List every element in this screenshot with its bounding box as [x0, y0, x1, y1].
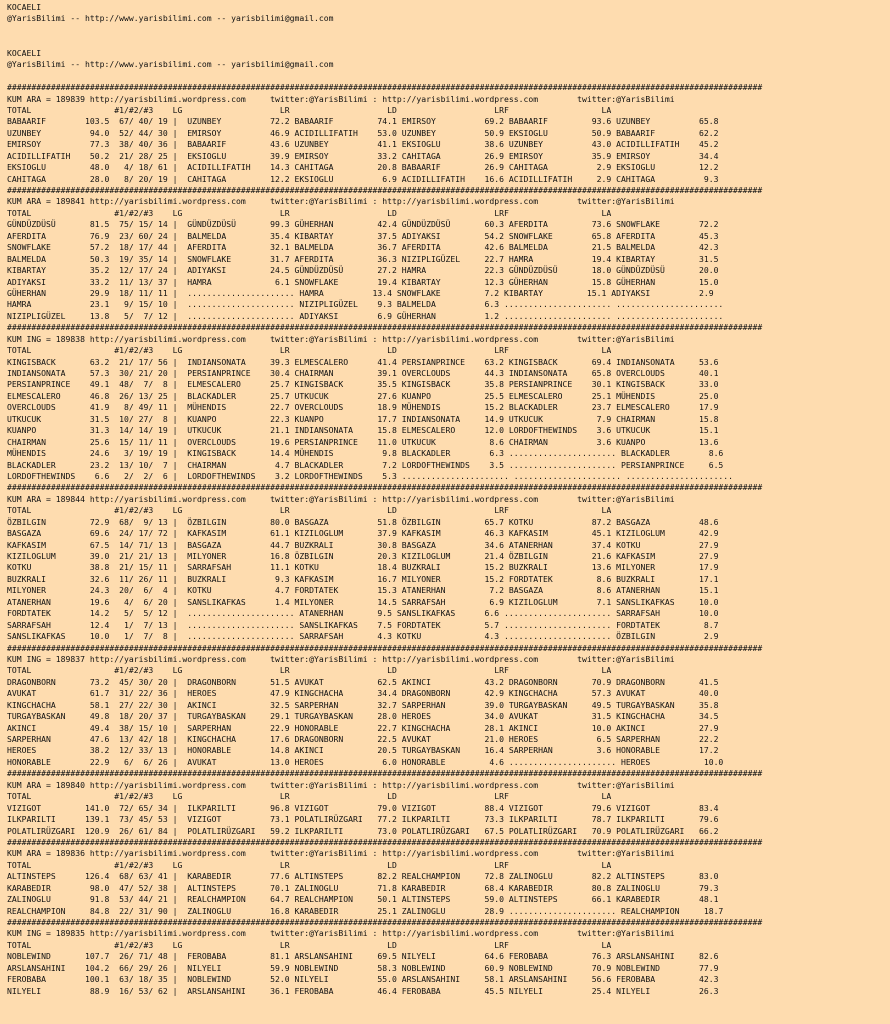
- text-line: KUANPO 31.3 14/ 14/ 19 | UTKUCUK 21.1 INDIANSONATA 15.8 ELMESCALERO 12.0 LORDOFTHEWINDS 3.6 UTKUCUK 15.1: [7, 425, 719, 436]
- text-line: INDIANSONATA 57.3 30/ 21/ 20 | PERSIANPRINCE 30.4 CHAIRMAN 39.1 OVERCLOUDS 44.3 INDIANSONATA 65.8 OVERCLOUDS 40.1: [7, 368, 719, 378]
- text-line: ###########################################################################################################################################################: [7, 82, 763, 93]
- text-line: BASGAZA 69.6 24/ 17/ 72 | KAFKASIM 61.1 KIZILOGLUM 37.9 KAFKASIM 46.3 KAFKASIM 45.1 KIZILOGLUM 42.9: [7, 528, 719, 539]
- text-line: KUM ARA = 189836 http://yarisbilimi.wordpress.com twitter:@YarisBilimi : http://yarisbilimi.wordpress.com twitter:@YarisBilimi: [7, 848, 675, 859]
- text-line: BABAARIF 103.5 67/ 40/ 19 | UZUNBEY 72.2 BABAARIF 74.1 EMIRSOY 69.2 BABAARIF 93.6 UZUNBEY 65.8: [7, 116, 719, 127]
- text-line: OVERCLOUDS 41.9 8/ 49/ 11 | MÜHENDIS 22.7 OVERCLOUDS 18.9 MÜHENDIS 15.2 BLACKADLER 23.7 ELMESCALERO 17.9: [7, 402, 719, 413]
- text-line: @YarisBilimi -- http://www.yarisbilimi.com -- yarisbilimi@gmail.com: [7, 59, 334, 70]
- text-line: SANSLIKAFKAS 10.0 1/ 7/ 8 | ...................... SARRAFSAH 4.3 KOTKU 4.3 ...................... ÖZBILGIN 2.9: [7, 631, 719, 642]
- text-line: KUM ING = 189838 http://yarisbilimi.wordpress.com twitter:@YarisBilimi : http://yarisbilimi.wordpress.com twitter:@YarisBilimi: [7, 333, 675, 344]
- text-line: REALCHAMPION 84.8 22/ 31/ 90 | ZALINOGLU 16.8 KARABEDIR 25.1 ZALINOGLU 28.9 ...................... REALCHAMPION 18.7: [7, 905, 724, 916]
- text-line: VIZIGOT 141.0 72/ 65/ 34 | ILKPARILTI 96.8 VIZIGOT 79.0 VIZIGOT 88.4 VIZIGOT 79.6 VIZIGOT 83.4: [7, 802, 719, 813]
- text-line: EKSIOGLU 48.0 4/ 18/ 61 | ACIDILLIFATIH 14.3 CAHITAGA 20.8 BABAARIF 26.9 CAHITAGA 2.9 EKSIOGLU 12.2: [7, 162, 719, 173]
- text-line: BALMELDA 50.3 19/ 35/ 14 | SNOWFLAKE 31.7 AFERDITA 36.3 NIZIPLIGÜZEL 22.7 HAMRA 19.4 KIBARTAY 31.5: [7, 253, 719, 264]
- text-line: TOTAL #1/#2/#3 LG LR LD LRF LA: [7, 505, 612, 516]
- text-line: KOCAELI: [7, 2, 42, 12]
- text-line: UTKUCUK 31.5 10/ 27/ 8 | KUANPO 22.3 KUANPO 17.7 INDIANSONATA 14.9 UTKUCUK 7.9 CHAIRMAN 15.8: [7, 413, 719, 424]
- text-line: ARSLANSAHINI 104.2 66/ 29/ 26 | NILYELI 59.9 NOBLEWIND 58.3 NOBLEWIND 60.9 NOBLEWIND 70.9 NOBLEWIND 77.9: [7, 962, 719, 973]
- text-line: FORDTATEK 14.2 5/ 5/ 12 | ...................... ATANERHAN 9.5 SANSLIKAFKAS 6.6 ...................... SARRAFSAH 10.0: [7, 608, 719, 619]
- text-line: KAFKASIM 67.5 14/ 71/ 13 | BASGAZA 44.7 BUZKRALI 30.8 BASGAZA 34.6 ATANERHAN 37.4 KOTKU 27.9: [7, 539, 719, 550]
- text-line: EMIRSOY 77.3 38/ 40/ 36 | BABAARIF 43.6 UZUNBEY 41.1 EKSIOGLU 38.6 UZUNBEY 43.0 ACIDILLIFATIH 45.2: [7, 139, 719, 150]
- text-line: KIBARTAY 35.2 12/ 17/ 24 | ADIYAKSI 24.5 GÜNDÜZDÜSÜ 27.2 HAMRA 22.3 GÜNDÜZDÜSÜ 18.0 GÜNDÜZDÜSÜ 20.0: [7, 265, 719, 276]
- text-line: HEROES 38.2 12/ 33/ 13 | HONORABLE 14.8 AKINCI 20.5 TURGAYBASKAN 16.4 SARPERHAN 3.6 HONORABLE 17.2: [7, 745, 719, 756]
- text-line: BUZKRALI 32.6 11/ 26/ 11 | BUZKRALI 9.3 KAFKASIM 16.7 MILYONER 15.2 FORDTATEK 8.6 BUZKRALI 17.1: [7, 573, 719, 584]
- text-line: @YarisBilimi -- http://www.yarisbilimi.com -- yarisbilimi@gmail.com: [7, 13, 334, 24]
- text-line: HAMRA 23.1 9/ 15/ 10 | ...................... NIZIPLIGÜZEL 9.3 BALMELDA 6.3 ...................... ......................: [7, 299, 724, 310]
- text-line: KIZILOGLUM 39.0 21/ 21/ 13 | MILYONER 16.8 ÖZBILGIN 20.3 KIZILOGLUM 21.4 ÖZBILGIN 21.6 KAFKASIM 27.9: [7, 551, 719, 561]
- text-line: AKINCI 49.4 38/ 15/ 10 | SARPERHAN 22.9 HONORABLE 22.7 KINGCHACHA 28.1 AKINCI 10.0 AKINCI 27.9: [7, 722, 719, 733]
- text-line: TOTAL #1/#2/#3 LG LR LD LRF LA: [7, 939, 612, 950]
- text-line: ###########################################################################################################################################################: [7, 836, 763, 847]
- text-line: BLACKADLER 23.2 13/ 10/ 7 | CHAIRMAN 4.7 BLACKADLER 7.2 LORDOFTHEWINDS 3.5 ...................... PERSIANPRINCE 6.5: [7, 459, 724, 470]
- text-line: DRAGONBORN 73.2 45/ 30/ 20 | DRAGONBORN 51.5 AVUKAT 62.5 AKINCI 43.2 DRAGONBORN 70.9 DRAGONBORN 41.5: [7, 676, 719, 687]
- text-line: TOTAL #1/#2/#3 LG LR LD LRF LA: [7, 104, 612, 115]
- text-line: [7, 36, 887, 47]
- text-line: NILYELI 88.9 16/ 53/ 62 | ARSLANSAHINI 36.1 FEROBABA 46.4 FEROBABA 45.5 NILYELI 25.4 NILYELI 26.3: [7, 985, 719, 996]
- text-line: ###########################################################################################################################################################: [7, 917, 763, 927]
- text-line: KUM ING = 189837 http://yarisbilimi.wordpress.com twitter:@YarisBilimi : http://yarisbilimi.wordpress.com twitter:@YarisBilimi: [7, 653, 675, 664]
- text-line: TOTAL #1/#2/#3 LG LR LD LRF LA: [7, 665, 612, 676]
- text-line: TOTAL #1/#2/#3 LG LR LD LRF LA: [7, 345, 612, 356]
- text-line: TOTAL #1/#2/#3 LG LR LD LRF LA: [7, 207, 612, 218]
- text-line: MÜHENDIS 24.6 3/ 19/ 19 | KINGISBACK 14.4 MÜHENDIS 9.8 BLACKADLER 6.3 ...................... BLACKADLER 8.6: [7, 448, 724, 459]
- text-line: KINGCHACHA 58.1 27/ 22/ 30 | AKINCI 32.5 SARPERHAN 32.7 SARPERHAN 39.0 TURGAYBASKAN 49.5 TURGAYBASKAN 35.8: [7, 699, 719, 710]
- text-line: AVUKAT 61.7 31/ 22/ 36 | HEROES 47.9 KINGCHACHA 34.4 DRAGONBORN 42.9 KINGCHACHA 57.3 AVUKAT 40.0: [7, 688, 719, 699]
- text-line: KUM ARA = 189840 http://yarisbilimi.wordpress.com twitter:@YarisBilimi : http://yarisbilimi.wordpress.com twitter:@YarisBilimi: [7, 779, 675, 790]
- text-line: SNOWFLAKE 57.2 18/ 17/ 44 | AFERDITA 32.1 BALMELDA 36.7 AFERDITA 42.6 BALMELDA 21.5 BALMELDA 42.3: [7, 242, 719, 253]
- text-line: ZALINOGLU 91.8 53/ 44/ 21 | REALCHAMPION 64.7 REALCHAMPION 50.1 ALTINSTEPS 59.0 ALTINSTEPS 66.1 KARABEDIR 48.1: [7, 894, 719, 905]
- text-line: [7, 25, 887, 36]
- text-line: TOTAL #1/#2/#3 LG LR LD LRF LA: [7, 791, 612, 802]
- text-line: ACIDILLIFATIH 50.2 21/ 28/ 25 | EKSIOGLU 39.9 EMIRSOY 33.2 CAHITAGA 26.9 EMIRSOY 35.9 EMIRSOY 34.4: [7, 150, 719, 161]
- text-line: POLATLIRÜZGARI 120.9 26/ 61/ 84 | POLATLIRÜZGARI 59.2 ILKPARILTI 73.0 POLATLIRÜZGARI 67.5 POLATLIRÜZGARI 70.9 POLATLIRÜZGARI 66.2: [7, 825, 719, 836]
- text-line: NIZIPLIGÜZEL 13.8 5/ 7/ 12 | ...................... ADIYAKSI 6.9 GÜHERHAN 1.2 ...................... ......................: [7, 310, 724, 321]
- text-line: GÜHERHAN 29.9 18/ 11/ 11 | ...................... HAMRA 13.4 SNOWFLAKE 7.2 KIBARTAY 15.1 ADIYAKSI 2.9: [7, 287, 714, 298]
- text-line: NOBLEWIND 107.7 26/ 71/ 48 | FEROBABA 81.1 ARSLANSAHINI 69.5 NILYELI 64.6 FEROBABA 76.3 ARSLANSAHINI 82.6: [7, 951, 719, 962]
- text-line: ###########################################################################################################################################################: [7, 642, 763, 653]
- text-line: PERSIANPRINCE 49.1 48/ 7/ 8 | ELMESCALERO 25.7 KINGISBACK 35.5 KINGISBACK 35.8 PERSIANPRINCE 30.1 KINGISBACK 33.0: [7, 379, 719, 390]
- text-line: SARRAFSAH 12.4 1/ 7/ 13 | ...................... SANSLIKAFKAS 7.5 FORDTATEK 5.7 ...................... FORDTATEK 8.7: [7, 619, 719, 630]
- text-line: AFERDITA 76.9 23/ 60/ 24 | BALMELDA 35.4 KIBARTAY 37.5 ADIYAKSI 54.2 SNOWFLAKE 65.8 AFERDITA 45.3: [7, 230, 719, 241]
- text-line: ###########################################################################################################################################################: [7, 185, 763, 195]
- text-line: TOTAL #1/#2/#3 LG LR LD LRF LA: [7, 859, 612, 870]
- text-line: GÜNDÜZDÜSÜ 81.5 75/ 15/ 14 | GÜNDÜZDÜSÜ 99.3 GÜHERHAN 42.4 GÜNDÜZDÜSÜ 60.3 AFERDITA 73.6 SNOWFLAKE 72.2: [7, 219, 719, 230]
- text-line: ALTINSTEPS 126.4 68/ 63/ 41 | KARABEDIR 77.6 ALTINSTEPS 82.2 REALCHAMPION 72.8 ZALINOGLU 82.2 ALTINSTEPS 83.0: [7, 871, 719, 882]
- text-line: CHAIRMAN 25.6 15/ 11/ 11 | OVERCLOUDS 19.6 PERSIANPRINCE 11.0 UTKUCUK 8.6 CHAIRMAN 3.6 KUANPO 13.6: [7, 436, 719, 447]
- text-line: ÖZBILGIN 72.9 68/ 9/ 13 | ÖZBILGIN 80.0 BASGAZA 51.8 ÖZBILGIN 65.7 KOTKU 87.2 BASGAZA 48.6: [7, 516, 719, 527]
- text-line: MILYONER 24.3 20/ 6/ 4 | KOTKU 4.7 FORDTATEK 15.3 ATANERHAN 7.2 BASGAZA 8.6 ATANERHAN 15.1: [7, 585, 719, 596]
- text-line: ###########################################################################################################################################################: [7, 768, 763, 779]
- text-line: KOCAELI: [7, 47, 42, 58]
- text-line: KOTKU 38.8 21/ 15/ 11 | SARRAFSAH 11.1 KOTKU 18.4 BUZKRALI 15.2 BUZKRALI 13.6 MILYONER 17.9: [7, 562, 719, 573]
- text-line: ATANERHAN 19.6 4/ 6/ 20 | SANSLIKAFKAS 1.4 MILYONER 14.5 SARRAFSAH 6.9 KIZILOGLUM 7.1 SANSLIKAFKAS 10.0: [7, 596, 719, 607]
- text-line: LORDOFTHEWINDS 6.6 2/ 2/ 6 | LORDOFTHEWINDS 3.2 LORDOFTHEWINDS 5.3 ...................... ...................... ......................: [7, 470, 734, 481]
- text-line: UZUNBEY 94.0 52/ 44/ 30 | EMIRSOY 46.9 ACIDILLIFATIH 53.0 UZUNBEY 50.9 EKSIOGLU 50.9 BABAARIF 62.2: [7, 127, 719, 138]
- text-line: ELMESCALERO 46.8 26/ 13/ 25 | BLACKADLER 25.7 UTKUCUK 27.6 KUANPO 25.5 ELMESCALERO 25.1 MÜHENDIS 25.0: [7, 390, 719, 401]
- text-line: KUM ARA = 189839 http://yarisbilimi.wordpress.com twitter:@YarisBilimi : http://yarisbilimi.wordpress.com twitter:@YarisBilimi: [7, 93, 675, 104]
- text-line: CAHITAGA 28.0 8/ 20/ 19 | CAHITAGA 12.2 EKSIOGLU 6.9 ACIDILLIFATIH 16.6 ACIDILLIFATIH 2.9 CAHITAGA 9.3: [7, 173, 719, 184]
- text-line: KUM ARA = 189841 http://yarisbilimi.wordpress.com twitter:@YarisBilimi : http://yarisbilimi.wordpress.com twitter:@YarisBilimi: [7, 196, 675, 207]
- text-line: ###########################################################################################################################################################: [7, 482, 763, 493]
- text-line: KARABEDIR 98.0 47/ 52/ 38 | ALTINSTEPS 70.1 ZALINOGLU 71.8 KARABEDIR 68.4 KARABEDIR 80.8 ZALINOGLU 79.3: [7, 882, 719, 893]
- text-line: [7, 71, 887, 82]
- text-line: KUM ARA = 189844 http://yarisbilimi.wordpress.com twitter:@YarisBilimi : http://yarisbilimi.wordpress.com twitter:@YarisBilimi: [7, 493, 675, 504]
- text-line: FEROBABA 100.1 63/ 18/ 35 | NOBLEWIND 52.0 NILYELI 55.0 ARSLANSAHINI 58.1 ARSLANSAHINI 56.6 FEROBABA 42.3: [7, 974, 719, 985]
- text-line: SARPERHAN 47.6 13/ 42/ 18 | KINGCHACHA 17.6 DRAGONBORN 22.5 AVUKAT 21.0 HEROES 6.5 SARPERHAN 22.2: [7, 734, 719, 744]
- text-line: ADIYAKSI 33.2 11/ 13/ 37 | HAMRA 6.1 SNOWFLAKE 19.4 KIBARTAY 12.3 GÜHERHAN 15.8 GÜHERHAN 15.0: [7, 276, 719, 287]
- text-line: TURGAYBASKAN 49.8 18/ 20/ 37 | TURGAYBASKAN 29.1 TURGAYBASKAN 28.0 HEROES 34.0 AVUKAT 31.5 KINGCHACHA 34.5: [7, 711, 719, 722]
- text-line: ILKPARILTI 139.1 73/ 45/ 53 | VIZIGOT 73.1 POLATLIRÜZGARI 77.2 ILKPARILTI 73.3 ILKPARILTI 78.7 ILKPARILTI 79.6: [7, 814, 719, 825]
- text-line: KUM ING = 189835 http://yarisbilimi.wordpress.com twitter:@YarisBilimi : http://yarisbilimi.wordpress.com twitter:@YarisBilimi: [7, 928, 675, 939]
- text-line: KINGISBACK 63.2 21/ 17/ 56 | INDIANSONATA 39.3 ELMESCALERO 41.4 PERSIANPRINCE 63.2 KINGISBACK 69.4 INDIANSONATA 53.6: [7, 356, 719, 367]
- text-line: ###########################################################################################################################################################: [7, 322, 763, 333]
- text-line: HONORABLE 22.9 6/ 6/ 26 | AVUKAT 13.0 HEROES 6.0 HONORABLE 4.6 ...................... HEROES 10.0: [7, 756, 724, 767]
- results-document: [7, 2, 887, 997]
